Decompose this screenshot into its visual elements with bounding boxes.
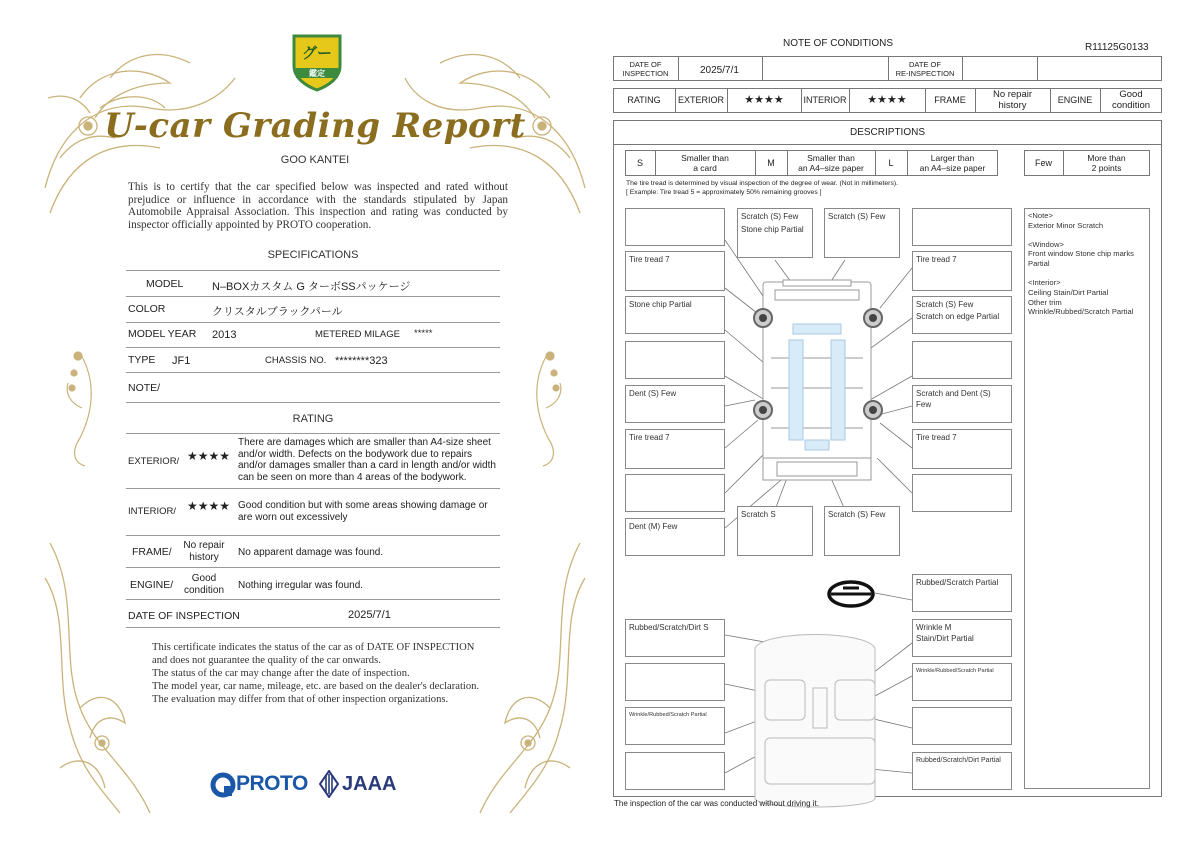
- legend-line: an A4–size paper: [798, 163, 864, 173]
- damage-text: Scratch (S) Few: [916, 300, 974, 309]
- engine-value-line: condition: [183, 584, 225, 596]
- chassis-label: CHASSIS NO.: [265, 355, 327, 366]
- type-value: JF1: [172, 355, 191, 367]
- divider: [126, 402, 500, 403]
- damage-box: [912, 707, 1012, 745]
- value-line: Good: [1119, 89, 1143, 100]
- interior-stars: ★★★★: [867, 94, 907, 106]
- frame-label: FRAME: [934, 95, 966, 105]
- damage-box: [625, 663, 725, 701]
- disclaimer-line: The evaluation may differ from that of other inspection organizations.: [152, 694, 449, 706]
- value-line: No repair: [992, 89, 1033, 100]
- value-line: condition: [1111, 99, 1151, 111]
- divider: [126, 535, 500, 536]
- damage-box: [625, 474, 725, 512]
- exterior-stars: ★★★★: [744, 94, 784, 106]
- model-year-label: MODEL YEAR: [128, 328, 197, 340]
- damage-box: [625, 752, 725, 790]
- exterior-label: EXTERIOR/: [128, 456, 180, 467]
- date-of-inspection-label: DATE OF INSPECTION: [128, 610, 240, 622]
- divider: [126, 433, 500, 434]
- jaaa-logo-icon: [318, 770, 340, 798]
- frame-description: No apparent damage was found.: [238, 547, 384, 558]
- disclaimer-line: This certificate indicates the status of the car as of DATE OF INSPECTION and does not guarantee the quality of the car onwards.: [152, 642, 475, 667]
- label-line: DATE OF: [629, 60, 662, 69]
- metered-mileage-label: METERED MILAGE: [315, 329, 400, 340]
- exterior-stars: ★★★★: [187, 449, 231, 463]
- label-line: INSPECTION: [622, 69, 669, 78]
- trim-damage-box: Wrinkle/Rubbed/Scratch Partial: [625, 707, 725, 745]
- chassis-value: ********323: [335, 355, 388, 367]
- date-of-inspection-value: 2025/7/1: [700, 65, 739, 76]
- divider: [126, 488, 500, 489]
- tire-tread-rear-left: Tire tread 7: [625, 429, 725, 469]
- ceiling-damage-box: Rubbed/Scratch/Dirt S: [625, 619, 725, 657]
- interior-heading: <Interior>: [1028, 277, 1061, 287]
- type-label: TYPE: [128, 354, 156, 366]
- interior-text: Wrinkle/Rubbed/Scratch Partial: [1028, 307, 1134, 317]
- damage-text: Scratch on edge Partial: [916, 312, 1000, 321]
- legend-line: 2 points: [1091, 163, 1122, 173]
- value-line: history: [998, 99, 1027, 111]
- model-label: MODEL: [146, 278, 184, 290]
- damage-text: Wrinkle M: [916, 623, 952, 632]
- rating-label: RATING: [627, 95, 661, 105]
- interior-label: INTERIOR/: [128, 506, 177, 517]
- steering-wheel-icon: [829, 582, 873, 606]
- disclaimer-line: The status of the car may change after the date of inspection.: [152, 668, 410, 680]
- certification-text: This is to certify that the car specified below was inspected and rated without prejudice or influence in accordance with the standards stipulated by Japan Automobile Appraisal Association. This inspection and rating was conducted by inspector officially appointed by PROTO cooperation.: [128, 181, 508, 232]
- engine-label: ENGINE/: [130, 579, 174, 591]
- damage-box-front-right: Scratch (S) Few: [824, 208, 900, 258]
- divider: [126, 296, 500, 297]
- footer-logos: [210, 770, 450, 800]
- dent-box: Dent (S) Few: [625, 385, 725, 423]
- damage-text: Stain/Dirt Partial: [916, 634, 974, 643]
- scratch-dent-box: Scratch and Dent (S) Few: [912, 385, 1012, 423]
- model-value: N–BOXカスタム G ターボSSパッケージ: [212, 281, 411, 293]
- dent-m-box: Dent (M) Few: [625, 518, 725, 556]
- proto-logo-icon: [210, 772, 236, 798]
- organization-name: GOO KANTEI: [280, 154, 350, 166]
- legend-s: S: [636, 157, 643, 168]
- proto-logo-text: PROTO: [236, 772, 308, 795]
- note-of-conditions: [605, 28, 1170, 818]
- legend-line: More than: [1087, 153, 1126, 163]
- legend-line: an A4–size paper: [919, 163, 986, 173]
- interior-description: Good condition but with some areas showing damage or are worn out excessively: [238, 500, 488, 523]
- damage-box-front-left: [737, 208, 813, 258]
- divider: [126, 567, 500, 568]
- note-text: Exterior Minor Scratch: [1028, 220, 1104, 230]
- steering-damage-box: Rubbed/Scratch Partial: [912, 574, 1012, 612]
- legend-line: Smaller than: [681, 153, 729, 163]
- date-of-inspection-value: 2025/7/1: [348, 609, 391, 621]
- interior-stars: ★★★★: [187, 499, 231, 513]
- damage-text: Stone chip Partial: [741, 225, 804, 234]
- jaaa-logo-text: JAAA: [342, 773, 397, 795]
- footer-note: The inspection of the car was conducted without driving it.: [614, 799, 819, 808]
- report-title: U-car Grading Report: [104, 106, 526, 146]
- engine-value: [176, 573, 232, 596]
- legend-line: Smaller than: [807, 153, 855, 163]
- goo-kantei-badge: [290, 32, 344, 92]
- rear-seat-damage-box: Rubbed/Scratch/Dirt Partial: [912, 752, 1012, 790]
- metered-mileage-value: *****: [414, 328, 433, 339]
- divider: [126, 372, 500, 373]
- damage-box: [912, 341, 1012, 379]
- note-title: NOTE OF CONDITIONS: [783, 38, 893, 49]
- rating-heading: RATING: [292, 413, 334, 425]
- divider: [126, 322, 500, 323]
- badge-top-text: グー: [301, 44, 332, 62]
- interior-label: INTERIOR: [803, 95, 847, 105]
- specifications-heading: SPECIFICATIONS: [267, 249, 359, 261]
- exterior-description: There are damages which are smaller than A4-size sheet and/or width. Defects on the bodywork due to repairs and/or damages smaller than a card in length and/or width can be seen on more than 4 areas of the bodywork.: [238, 437, 496, 483]
- scratch-rear-left: Scratch S: [737, 506, 813, 556]
- damage-text: Scratch (S) Few: [741, 212, 799, 221]
- disclaimer-line: The model year, car name, mileage, etc. are based on the dealer's declaration.: [152, 681, 480, 693]
- damage-box: [625, 208, 725, 246]
- ornament-left-mid: [60, 348, 110, 468]
- frame-label: FRAME/: [132, 546, 172, 558]
- divider: [126, 599, 500, 600]
- reference-number: R11125G0133: [1085, 42, 1149, 53]
- scratch-rear-right: Scratch (S) Few: [824, 506, 900, 556]
- tire-tread-rear-right: Tire tread 7: [912, 429, 1012, 469]
- damage-box: [912, 474, 1012, 512]
- legend-few: Few: [1034, 157, 1052, 168]
- legend-line: a card: [693, 163, 717, 173]
- trim-damage-box: Wrinkle/Rubbed/Scratch Partial: [912, 663, 1012, 701]
- window-heading: <Window>: [1028, 239, 1064, 249]
- engine-label: ENGINE: [1057, 95, 1093, 105]
- descriptions-heading: DESCRIPTIONS: [849, 126, 925, 138]
- damage-box: [625, 341, 725, 379]
- legend-line: Larger than: [930, 153, 975, 163]
- seat-damage-box: [912, 619, 1012, 657]
- note-heading: <Note>: [1028, 211, 1053, 220]
- legend-l: L: [888, 157, 894, 168]
- tire-tread-front-right: Tire tread 7: [912, 251, 1012, 291]
- ornament-bottom-right: [470, 538, 590, 818]
- stone-chip-box: Stone chip Partial: [625, 296, 725, 334]
- engine-value-line: Good: [191, 573, 217, 584]
- note-label: NOTE/: [128, 382, 161, 394]
- engine-description: Nothing irregular was found.: [238, 580, 364, 591]
- legend-m: M: [767, 157, 775, 168]
- frame-value: [176, 540, 232, 563]
- label-line: DATE OF: [909, 60, 941, 69]
- window-text: Front window Stone chip marks Partial: [1028, 249, 1134, 269]
- tire-example: [ Example: Tire tread 5 = approximately 50% remaining grooves ]: [626, 189, 822, 196]
- badge-mid-text: 鑑定: [309, 69, 325, 78]
- ornament-right-mid: [518, 348, 568, 468]
- exterior-label: EXTERIOR: [677, 95, 724, 105]
- disclaimer: [152, 641, 482, 706]
- interior-text: Ceiling Stain/Dirt Partial: [1028, 287, 1109, 297]
- color-label: COLOR: [128, 303, 166, 315]
- scratch-edge-box: [912, 296, 1012, 334]
- damage-box: [912, 208, 1012, 246]
- frame-value-line: No repair: [183, 540, 225, 551]
- side-notes: [1024, 208, 1150, 789]
- color-value: クリスタルブラックパール: [212, 306, 343, 318]
- divider: [126, 627, 500, 628]
- model-year-value: 2013: [212, 329, 237, 341]
- tire-tread-front-left: Tire tread 7: [625, 251, 725, 291]
- interior-text: Other trim: [1028, 297, 1062, 307]
- divider: [126, 270, 500, 271]
- grading-certificate: [40, 28, 590, 818]
- tire-note: The tire tread is determined by visual inspection of the degree of wear. (Not in millimeters).: [626, 180, 898, 187]
- label-line: RE-INSPECTION: [895, 69, 955, 78]
- divider: [126, 347, 500, 348]
- frame-value-line: history: [189, 551, 219, 563]
